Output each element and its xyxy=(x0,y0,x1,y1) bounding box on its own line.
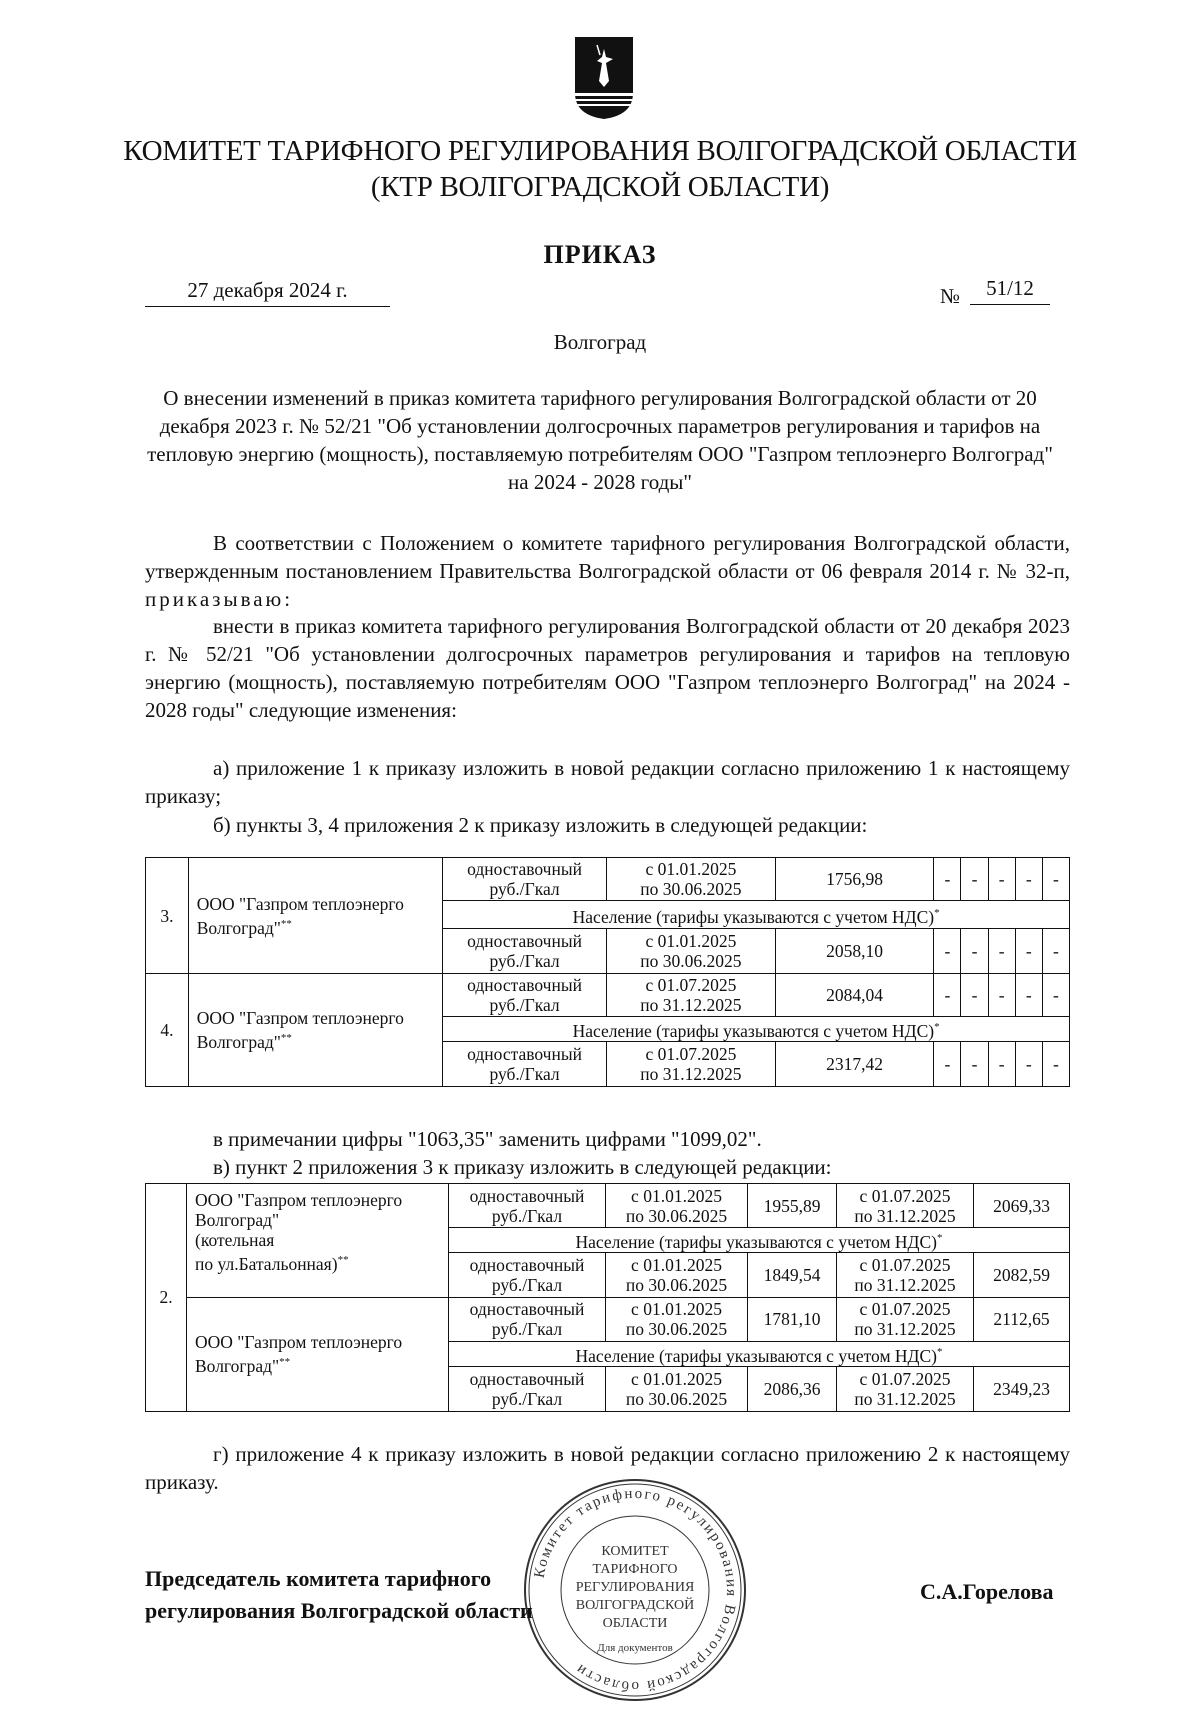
signature-position xyxy=(145,1563,533,1627)
row-number: 3. xyxy=(146,858,189,974)
svg-text:Для документов: Для документов xyxy=(597,1642,673,1654)
period-to: по 31.12.2025 xyxy=(854,1274,956,1295)
dash-cell: - xyxy=(988,929,1015,974)
period-from: с 01.07.2025 xyxy=(859,1299,951,1320)
unit: руб./Гкал xyxy=(489,995,560,1015)
period-to: по 30.06.2025 xyxy=(640,879,742,899)
tariff-type: одноставочный xyxy=(467,859,582,879)
document-number: 51/12 xyxy=(970,276,1050,305)
dash-cell: - xyxy=(934,1041,961,1086)
population-text: Население (тарифы указываются с учетом НДС) xyxy=(572,906,935,927)
unit: руб./Гкал xyxy=(491,1319,563,1340)
svg-text:Комитет тарифного регулировани: Комитет тарифного регулирования Волгоградской области xyxy=(531,1485,740,1695)
city: Волгоград xyxy=(553,330,647,354)
dash-cell: - xyxy=(1015,929,1042,974)
tariff-type: одноставочный xyxy=(467,975,582,995)
period-from: с 01.07.2025 xyxy=(859,1185,951,1206)
footnote-marker: * xyxy=(934,906,940,919)
population-text: Население (тарифы указываются с учетом НДС) xyxy=(572,1020,935,1041)
paragraph-v: в) пункт 2 приложения 3 к приказу изложить в следующей редакции: xyxy=(213,1155,832,1179)
unit: руб./Гкал xyxy=(491,1274,563,1295)
period-to: по 31.12.2025 xyxy=(640,995,742,1015)
tariff-value: 2112,65 xyxy=(974,1297,1070,1341)
period-cell xyxy=(606,1252,748,1297)
tariff-type-cell xyxy=(443,929,607,974)
dash-cell: - xyxy=(961,929,988,974)
period-cell xyxy=(837,1366,974,1411)
org-name: КОМИТЕТ ТАРИФНОГО РЕГУЛИРОВАНИЯ ВОЛГОГРАДСКОЙ ОБЛАСТИ xyxy=(123,135,1077,167)
tariff-type-cell xyxy=(449,1184,606,1228)
tariff-value: 1781,10 xyxy=(748,1297,837,1341)
period-to: по 30.06.2025 xyxy=(625,1274,728,1295)
table-row xyxy=(146,974,1070,1017)
company-name xyxy=(187,1184,449,1298)
dash-cell: - xyxy=(988,974,1015,1017)
tariff-value: 1756,98 xyxy=(775,858,934,901)
signatory-name: С.А.Горелова xyxy=(920,1579,1054,1604)
company-text: ООО "Газпром теплоэнерго Волгоград" xyxy=(196,1008,404,1052)
tariff-value: 2069,33 xyxy=(974,1184,1070,1228)
period-to: по 30.06.2025 xyxy=(625,1205,728,1226)
dash-cell: - xyxy=(988,858,1015,901)
dash-cell: - xyxy=(1042,974,1069,1017)
tariff-type-cell xyxy=(449,1252,606,1297)
official-seal-icon xyxy=(520,1475,750,1705)
period-cell xyxy=(606,1366,748,1411)
order-word: приказываю: xyxy=(145,587,294,611)
tariff-type-cell xyxy=(443,1041,607,1086)
paragraph-note-replacement: в примечании цифры "1063,35" заменить цифрами "1099,02". xyxy=(213,1127,762,1151)
svg-text:ВОЛГОГРАДСКОЙ: ВОЛГОГРАДСКОЙ xyxy=(575,1598,695,1613)
period-from: с 01.07.2025 xyxy=(645,1043,737,1064)
org-abbrev: (КТР ВОЛГОГРАДСКОЙ ОБЛАСТИ) xyxy=(370,171,830,203)
period-cell xyxy=(606,974,775,1017)
period-from: с 01.07.2025 xyxy=(859,1368,951,1389)
footnote-marker: * xyxy=(934,1021,940,1033)
period-cell xyxy=(606,858,775,901)
population-note xyxy=(443,901,1070,929)
dash-cell: - xyxy=(934,929,961,974)
period-from: с 01.01.2025 xyxy=(631,1254,722,1275)
period-cell xyxy=(837,1184,974,1228)
dash-cell: - xyxy=(1042,858,1069,901)
footnote-marker: * xyxy=(937,1232,943,1244)
dash-cell: - xyxy=(1015,858,1042,901)
tariff-type: одноставочный xyxy=(467,1043,582,1064)
paragraph-g: г) приложение 4 к приказу изложить в новой редакции согласно приложению 2 к настоящему приказу. xyxy=(145,1442,1070,1494)
dash-cell: - xyxy=(1015,1041,1042,1086)
company-text: по ул.Батальонная) xyxy=(195,1253,338,1274)
population-text: Население (тарифы указываются с учетом НДС) xyxy=(575,1231,937,1252)
table-row xyxy=(146,1297,1070,1341)
period-from: с 01.01.2025 xyxy=(631,1185,722,1206)
footnote-marker: ** xyxy=(337,1254,349,1266)
unit: руб./Гкал xyxy=(489,1063,560,1084)
period-to: по 31.12.2025 xyxy=(854,1205,956,1226)
footnote-marker: * xyxy=(937,1345,943,1358)
period-cell xyxy=(606,1041,775,1086)
company-text: ООО "Газпром теплоэнерго xyxy=(195,1190,403,1210)
period-from: с 01.01.2025 xyxy=(645,859,737,879)
tariff-table-appendix-3 xyxy=(145,1183,1070,1412)
tariff-table-appendix-2 xyxy=(145,857,1070,1087)
company-name xyxy=(188,974,442,1087)
unit: руб./Гкал xyxy=(491,1388,563,1409)
dash-cell: - xyxy=(1042,1041,1069,1086)
population-note xyxy=(449,1228,1070,1253)
tariff-value: 2349,23 xyxy=(974,1366,1070,1411)
company-name xyxy=(187,1297,449,1411)
unit: руб./Гкал xyxy=(489,879,560,899)
company-name xyxy=(188,858,442,974)
document-title: ПРИКАЗ xyxy=(543,240,657,269)
tariff-type-cell xyxy=(443,974,607,1017)
period-cell xyxy=(606,1184,748,1228)
dash-cell: - xyxy=(988,1041,1015,1086)
number-label: № xyxy=(940,284,961,308)
tariff-value: 2086,36 xyxy=(748,1366,837,1411)
period-to: по 31.12.2025 xyxy=(854,1388,956,1409)
period-cell xyxy=(606,1297,748,1341)
position-line: регулирования Волгоградской области xyxy=(145,1598,533,1623)
dash-cell: - xyxy=(961,974,988,1017)
period-to: по 31.12.2025 xyxy=(640,1063,742,1084)
period-to: по 30.06.2025 xyxy=(625,1388,728,1409)
period-cell xyxy=(606,929,775,974)
coat-of-arms-icon xyxy=(573,35,635,121)
paragraph-basis xyxy=(145,529,1070,613)
period-from: с 01.07.2025 xyxy=(645,975,737,995)
tariff-value: 2084,04 xyxy=(775,974,934,1017)
paragraph-a: а) приложение 1 к приказу изложить в новой редакции согласно приложению 1 к настоящему приказу; xyxy=(145,756,1070,808)
dash-cell: - xyxy=(934,858,961,901)
period-from: с 01.01.2025 xyxy=(631,1368,722,1389)
tariff-type: одноставочный xyxy=(469,1185,585,1206)
period-from: с 01.01.2025 xyxy=(631,1299,722,1320)
basis-text: В соответствии с Положением о комитете тарифного регулирования Волгоградской области, утвержденным постановлением Правительства Волгоградской области от 06 февраля 2014 г. № 32-п, xyxy=(145,531,1070,583)
footnote-marker: ** xyxy=(280,1032,292,1044)
tariff-value: 2317,42 xyxy=(775,1041,934,1086)
dash-cell: - xyxy=(1042,929,1069,974)
period-to: по 30.06.2025 xyxy=(640,951,742,971)
period-to: по 30.06.2025 xyxy=(625,1319,728,1340)
unit: руб./Гкал xyxy=(491,1205,563,1226)
tariff-type-cell xyxy=(449,1366,606,1411)
tariff-value: 1955,89 xyxy=(748,1184,837,1228)
dash-cell: - xyxy=(934,974,961,1017)
company-text: Волгоград" xyxy=(195,1356,280,1377)
population-note xyxy=(449,1341,1070,1366)
tariff-type-cell xyxy=(449,1297,606,1341)
table-row xyxy=(146,858,1070,901)
subject-heading: О внесении изменений в приказ комитета тарифного регулирования Волгоградской области от 20 декабря 2023 г. № 52/21 "Об установлении долгосрочных параметров регулирования и тарифов на тепловую энергию (мощность), поставляемую потребителям ООО "Газпром теплоэнерго Волгоград" на 2024 - 2028 годы" xyxy=(147,386,1053,494)
period-to: по 31.12.2025 xyxy=(854,1319,956,1340)
svg-text:РЕГУЛИРОВАНИЯ: РЕГУЛИРОВАНИЯ xyxy=(575,1580,695,1595)
footnote-marker: ** xyxy=(279,1356,291,1369)
company-text: ООО "Газпром теплоэнерго xyxy=(195,1332,403,1353)
company-text: (котельная xyxy=(195,1230,275,1250)
company-text: Волгоград" xyxy=(195,1210,280,1230)
row-number: 4. xyxy=(146,974,189,1087)
svg-text:КОМИТЕТ: КОМИТЕТ xyxy=(601,1544,669,1559)
dash-cell: - xyxy=(1015,974,1042,1017)
period-cell xyxy=(837,1252,974,1297)
row-number: 2. xyxy=(146,1184,187,1412)
svg-text:ТАРИФНОГО: ТАРИФНОГО xyxy=(592,1562,678,1577)
period-from: с 01.07.2025 xyxy=(859,1254,951,1275)
population-note xyxy=(443,1017,1070,1042)
dash-cell: - xyxy=(961,858,988,901)
footnote-marker: ** xyxy=(280,917,292,930)
svg-text:ОБЛАСТИ: ОБЛАСТИ xyxy=(602,1616,668,1631)
paragraph-b: б) пункты 3, 4 приложения 2 к приказу изложить в следующей редакции: xyxy=(213,813,868,837)
tariff-type: одноставочный xyxy=(469,1254,585,1275)
paragraph-changes: внести в приказ комитета тарифного регулирования Волгоградской области от 20 декабря 2023 г. № 52/21 "Об установлении долгосрочных параметров регулирования и тарифов на тепловую энергию (мощность), поставляемую потребителям ООО "Газпром теплоэнерго Волгоград" на 2024 - 2028 годы" следующие изменения: xyxy=(145,614,1070,722)
table-row xyxy=(146,1184,1070,1228)
tariff-type-cell xyxy=(443,858,607,901)
period-cell xyxy=(837,1297,974,1341)
document-date: 27 декабря 2024 г. xyxy=(145,278,390,307)
population-text: Население (тарифы указываются с учетом НДС) xyxy=(575,1345,937,1366)
dash-cell: - xyxy=(961,1041,988,1086)
unit: руб./Гкал xyxy=(489,951,560,971)
tariff-type: одноставочный xyxy=(469,1368,585,1389)
position-line: Председатель комитета тарифного xyxy=(145,1566,492,1591)
tariff-value: 2082,59 xyxy=(974,1252,1070,1297)
tariff-value: 2058,10 xyxy=(775,929,934,974)
tariff-type: одноставочный xyxy=(469,1299,585,1320)
tariff-value: 1849,54 xyxy=(748,1252,837,1297)
company-text: ООО "Газпром теплоэнерго Волгоград" xyxy=(196,893,404,938)
tariff-type: одноставочный xyxy=(467,931,582,951)
period-from: с 01.01.2025 xyxy=(645,931,737,951)
